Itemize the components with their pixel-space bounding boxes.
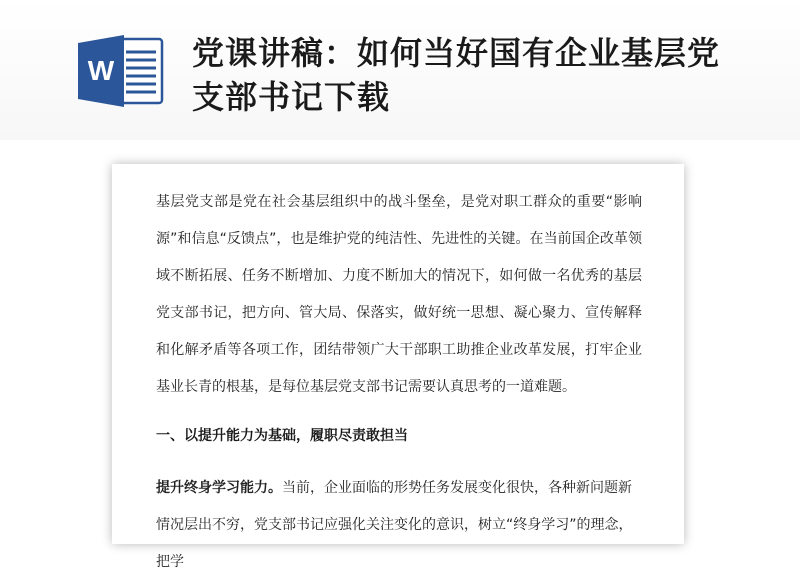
section-heading: 一、以提升能力为基础，履职尽责敢担当	[156, 428, 408, 444]
document-page-preview	[112, 164, 684, 570]
paragraph-lead: 提升终身学习能力。	[156, 480, 282, 496]
header-banner	[0, 0, 800, 140]
word-document-icon	[76, 34, 164, 108]
document-body	[156, 184, 642, 581]
page-title: 党课讲稿：如何当好国有企业基层党支部书记下载	[192, 34, 721, 116]
svg-text:W: W	[87, 55, 115, 86]
paragraph-text: 当前，企业面临的形势任务发展变化很快，各种新问题新情况层出不穷，党支部书记应强化关注变化的意识，树立“终身学习”的理念，把学	[156, 480, 633, 570]
document-paragraph: 基层党支部是党在社会基层组织中的战斗堡垒，是党对职工群众的重要“影响源”和信息“反馈点”，也是维护党的纯洁性、先进性的关键。在当前国企改革领域不断拓展、任务不断增加、力度不断加大的情况下，如何做一名优秀的基层党支部书记，把方向、管大局、保落实，做好统一思想、凝心聚力、宣传解释和化解矛盾等各项工作，团结带领广大干部职工助推企业改革发展，打牢企业基业长青的根基，是每位基层党支部书记需要认真思考的一道难题。	[156, 194, 642, 395]
